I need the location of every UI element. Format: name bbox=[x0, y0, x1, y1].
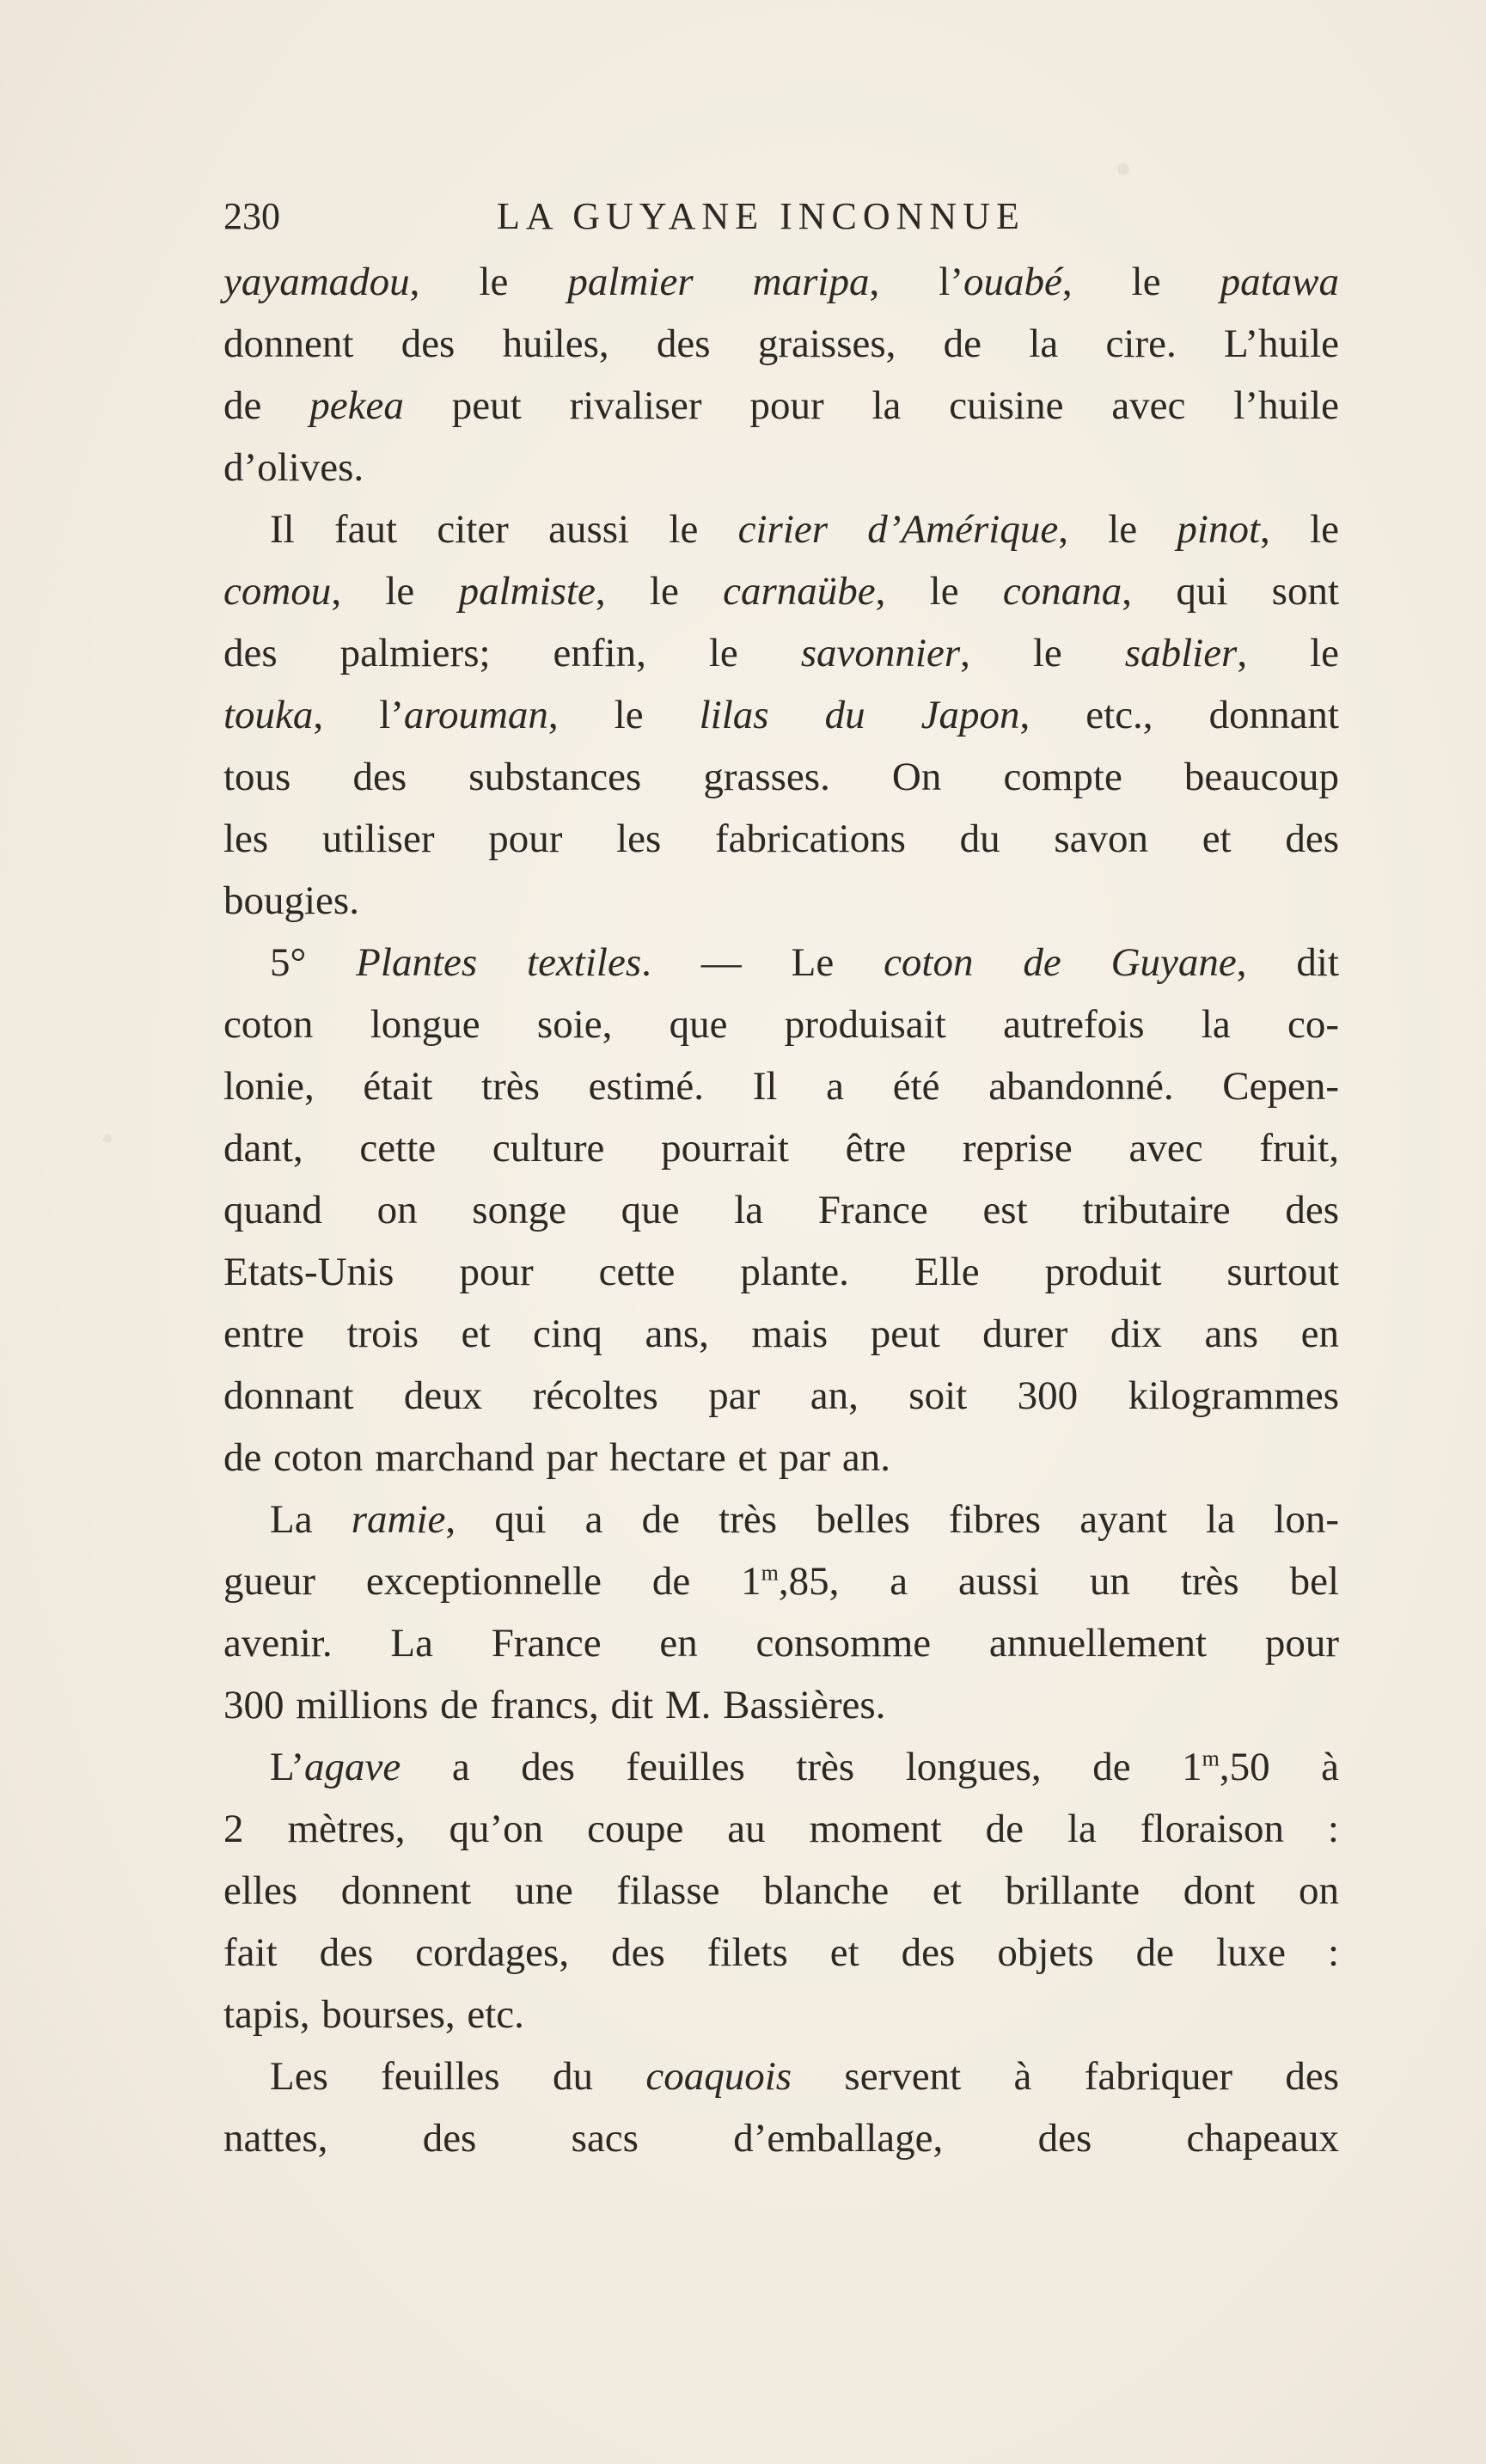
text-run: de coton marchand par hectare et par an. bbox=[223, 1435, 891, 1480]
italic-term: palmier maripa bbox=[567, 260, 870, 304]
text-line bbox=[223, 251, 1339, 313]
text-run: , le bbox=[1058, 507, 1177, 552]
text-line bbox=[223, 808, 1339, 870]
body-text bbox=[223, 251, 1339, 2169]
paragraph-agave bbox=[223, 1736, 1339, 2045]
text-run: quand on songe que la France est tributaire des bbox=[223, 1188, 1339, 1232]
text-run: d’olives. bbox=[223, 445, 364, 490]
text-line bbox=[223, 1303, 1339, 1365]
italic-term: arouman bbox=[403, 693, 548, 737]
italic-term: cirier d’Amérique bbox=[737, 507, 1059, 552]
text-line bbox=[223, 1179, 1339, 1241]
text-line bbox=[223, 1922, 1339, 1984]
page-number: 230 bbox=[223, 195, 280, 237]
text-line bbox=[223, 1365, 1339, 1427]
page-header bbox=[223, 191, 1339, 242]
italic-term: touka bbox=[223, 693, 314, 737]
paragraph-pekea bbox=[223, 251, 1339, 498]
text-line bbox=[223, 994, 1339, 1055]
text-line bbox=[223, 2107, 1339, 2169]
text-line bbox=[223, 1489, 1339, 1550]
text-run: , le bbox=[1260, 507, 1339, 552]
text-line bbox=[223, 1241, 1339, 1303]
text-run: , l’ bbox=[313, 693, 404, 737]
text-run: entre trois et cinq ans, mais peut durer dix ans en bbox=[223, 1311, 1339, 1356]
running-title: LA GUYANE INCONNUE bbox=[497, 195, 1025, 237]
paper-spot bbox=[1117, 163, 1129, 175]
text-run: donnent des huiles, des graisses, de la cire. L’huile bbox=[223, 321, 1339, 366]
text-run: . — Le bbox=[641, 940, 884, 985]
text-run: La bbox=[270, 1497, 352, 1542]
italic-term: ouabé bbox=[963, 260, 1062, 304]
text-run: bougies. bbox=[223, 878, 359, 923]
text-run: Etats-Unis pour cette plante. Elle produit surtout bbox=[223, 1250, 1339, 1294]
text-run: , etc., donnant bbox=[1019, 693, 1339, 737]
text-run: servent à fabriquer des bbox=[792, 2054, 1340, 2099]
text-run: , l’ bbox=[869, 260, 963, 304]
superscript-unit: m bbox=[761, 1560, 779, 1586]
paper-spot bbox=[103, 1134, 112, 1143]
italic-term: pekea bbox=[309, 383, 404, 428]
text-run: 5° bbox=[270, 940, 357, 985]
text-run: L’ bbox=[270, 1745, 305, 1789]
paragraph-plantes-textiles bbox=[223, 932, 1339, 1489]
text-line bbox=[223, 2045, 1339, 2107]
text-run: 2 mètres, qu’on coupe au moment de la floraison : bbox=[223, 1807, 1339, 1851]
text-run: de bbox=[223, 383, 310, 428]
text-run: lonie, était très estimé. Il a été abandonné. Cepen- bbox=[223, 1064, 1339, 1109]
paragraph-coaquois bbox=[223, 2045, 1339, 2169]
text-run: , le bbox=[331, 569, 459, 614]
text-line bbox=[223, 375, 1339, 437]
text-run: , le bbox=[547, 693, 700, 737]
text-line bbox=[223, 1550, 1339, 1612]
italic-term: patawa bbox=[1220, 260, 1340, 304]
italic-term: ramie bbox=[351, 1497, 446, 1542]
italic-term: yayamadou bbox=[223, 260, 410, 304]
italic-term: sablier bbox=[1124, 631, 1238, 676]
text-run: dant, cette culture pourrait être reprise avec fruit, bbox=[223, 1126, 1339, 1171]
text-run: ,50 à bbox=[1219, 1745, 1339, 1789]
superscript-unit: m bbox=[1202, 1746, 1220, 1771]
paragraph-ramie bbox=[223, 1489, 1339, 1736]
text-line bbox=[223, 932, 1339, 994]
italic-term: coton de Guyane bbox=[884, 940, 1237, 985]
text-run: , dit bbox=[1236, 940, 1339, 985]
text-line bbox=[223, 1860, 1339, 1922]
text-line bbox=[223, 1427, 1339, 1489]
text-line bbox=[223, 1798, 1339, 1860]
text-run: 300 millions de francs, dit M. Bassières. bbox=[223, 1683, 886, 1727]
text-run: , le bbox=[595, 569, 724, 614]
italic-term: savonnier bbox=[800, 631, 961, 676]
italic-term: coaquois bbox=[645, 2054, 792, 2099]
text-line bbox=[223, 1612, 1339, 1674]
text-line bbox=[223, 1055, 1339, 1117]
text-run: ,85, a aussi un très bel bbox=[778, 1559, 1340, 1604]
italic-term: palmiste bbox=[458, 569, 596, 614]
text-run: fait des cordages, des filets et des objets de luxe : bbox=[223, 1930, 1339, 1975]
text-run: donnant deux récoltes par an, soit 300 kilogrammes bbox=[223, 1373, 1339, 1418]
italic-term: conana bbox=[1002, 569, 1122, 614]
text-run: , le bbox=[1061, 260, 1220, 304]
text-run: a des feuilles très longues, de 1 bbox=[401, 1745, 1202, 1789]
text-run: nattes, des sacs d’emballage, des chapeaux bbox=[223, 2116, 1339, 2161]
text-run: , le bbox=[875, 569, 1003, 614]
text-line bbox=[223, 1984, 1339, 2045]
text-run: , le bbox=[1237, 631, 1340, 676]
text-run: elles donnent une filasse blanche et brillante dont on bbox=[223, 1868, 1339, 1913]
text-run: les utiliser pour les fabrications du savon et des bbox=[223, 816, 1339, 861]
text-line bbox=[223, 437, 1339, 498]
text-line bbox=[223, 1674, 1339, 1736]
italic-term: lilas du Japon bbox=[699, 693, 1020, 737]
text-line bbox=[223, 870, 1339, 932]
italic-term: pinot bbox=[1177, 507, 1261, 552]
text-run: , qui sont bbox=[1122, 569, 1340, 614]
text-run: avenir. La France en consomme annuellement pour bbox=[223, 1621, 1339, 1666]
text-run: des palmiers; enfin, le bbox=[223, 631, 801, 676]
text-line bbox=[223, 498, 1339, 560]
text-line bbox=[223, 622, 1339, 684]
italic-term: comou bbox=[223, 569, 332, 614]
paragraph-cirier bbox=[223, 498, 1339, 932]
text-line bbox=[223, 1736, 1339, 1798]
text-line bbox=[223, 560, 1339, 622]
text-run: tapis, bourses, etc. bbox=[223, 1992, 524, 2037]
text-line bbox=[223, 1117, 1339, 1179]
text-run: peut rivaliser pour la cuisine avec l’huile bbox=[403, 383, 1339, 428]
text-line bbox=[223, 313, 1339, 375]
italic-term: carnaübe bbox=[723, 569, 876, 614]
text-run: gueur exceptionnelle de 1 bbox=[223, 1559, 761, 1604]
text-run: Il faut citer aussi le bbox=[270, 507, 738, 552]
text-run: , le bbox=[960, 631, 1125, 676]
text-run: tous des substances grasses. On compte beaucoup bbox=[223, 755, 1339, 799]
text-run: , le bbox=[409, 260, 568, 304]
italic-term: agave bbox=[304, 1745, 401, 1789]
italic-term: Plantes textiles bbox=[356, 940, 642, 985]
text-run: , qui a de très belles fibres ayant la lon- bbox=[445, 1497, 1339, 1542]
text-run: Les feuilles du bbox=[270, 2054, 646, 2099]
text-line bbox=[223, 684, 1339, 746]
text-line bbox=[223, 746, 1339, 808]
text-run: coton longue soie, que produisait autrefois la co- bbox=[223, 1002, 1339, 1047]
